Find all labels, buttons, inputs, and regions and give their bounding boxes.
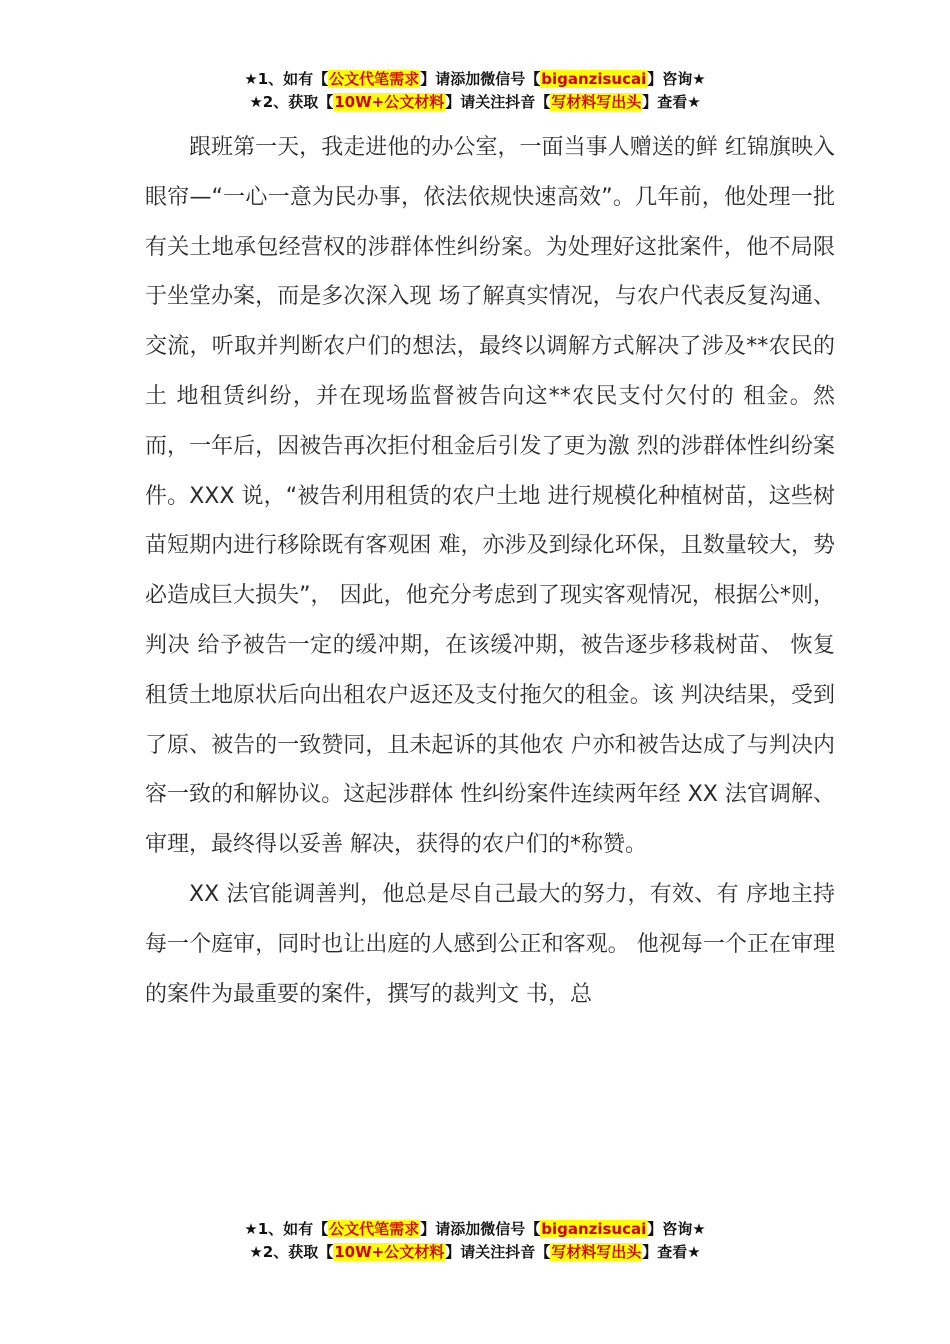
highlight-materials: 10W+公文材料 [334, 93, 445, 111]
banner-line-2: ★2、获取【10W+公文材料】请关注抖音【写材料写出头】查看★ [249, 1243, 701, 1261]
banner-line-1: ★1、如有【公文代笔需求】请添加微信号【biganzisucai】咨询★ [244, 70, 706, 88]
banner-line-1: ★1、如有【公文代笔需求】请添加微信号【biganzisucai】咨询★ [244, 1220, 706, 1238]
highlight-materials: 10W+公文材料 [334, 1243, 445, 1261]
paragraph-2: XX 法官能调善判，他总是尽自己最大的努力，有效、有 序地主持每一个庭审，同时也让出庭的人感到公正和客观。 他视每一个正在审理的案件为最重要的案件，撰写的裁判文 书，总 [145, 881, 835, 1007]
highlight-douyin-account: 写材料写出头 [551, 93, 642, 111]
highlight-wechat-id: biganzisucai [541, 1220, 647, 1238]
banner-line-2: ★2、获取【10W+公文材料】请关注抖音【写材料写出头】查看★ [249, 93, 701, 111]
document-body [145, 123, 835, 1019]
highlight-writing-service: 公文代笔需求 [329, 70, 420, 88]
highlight-douyin-account: 写材料写出头 [551, 1243, 642, 1261]
header-banner [0, 68, 950, 114]
highlight-writing-service: 公文代笔需求 [329, 1220, 420, 1238]
highlight-wechat-id: biganzisucai [541, 70, 647, 88]
paragraph-1: 跟班第一天，我走进他的办公室，一面当事人赠送的鲜 红锦旗映入眼帘—“一心一意为民办事，依法依规快速高效”。几年前，他处理一批有关土地承包经营权的涉群体性纠纷案。为处理好这批案件，他不局限于坐堂办案，而是多次深入现 场了解真实情况，与农户代表反复沟通、交流，听取并判断农户们的想法，最终以调解方式解决了涉及**农民的土 地租赁纠纷，并在现场监督被告向这**农民支付欠付的 租金。然而，一年后，因被告再次拒付租金后引发了更为激 烈的涉群体性纠纷案件。XXX 说，“被告利用租赁的农户土地 进行规模化种植树苗，这些树苗短期内进行移除既有客观困 难，亦涉及到绿化环保，且数量较大，势必造成巨大损失”， 因此，他充分考虑到了现实客观情况，根据公*则，判决 给予被告一定的缓冲期，在该缓冲期，被告逐步移栽树苗、 恢复租赁土地原状后向出租农户返还及支付拖欠的租金。该 判决结果，受到了原、被告的一致赞同，且未起诉的其他农 户亦和被告达成了与判决内容一致的和解协议。这起涉群体 性纠纷案件连续两年经 XX 法官调解、审理，最终得以妥善 解决，获得的农户们的*称赞。 [145, 135, 835, 858]
footer-banner [0, 1218, 950, 1264]
